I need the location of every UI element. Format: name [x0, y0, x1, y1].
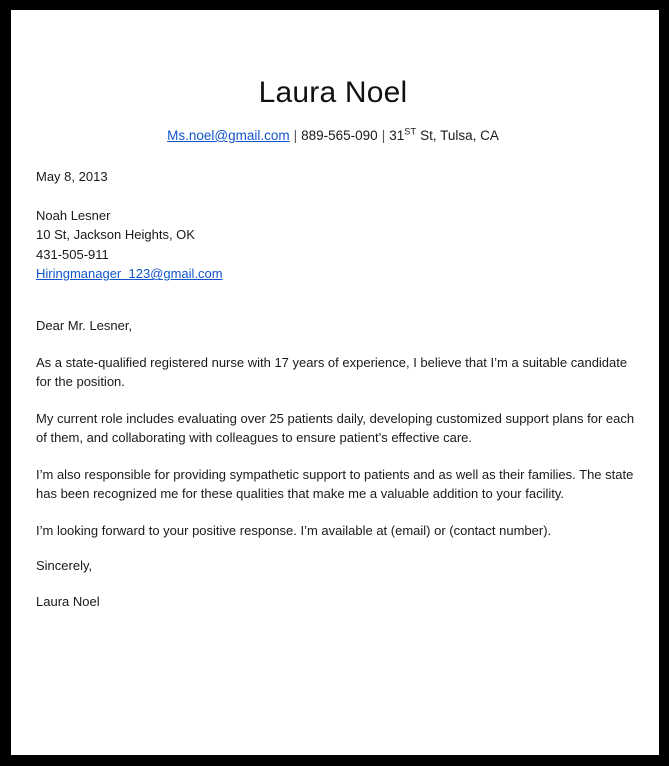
letter-paragraph: As a state-qualified registered nurse with 17 years of experience, I believe that I’m a suitable candidate for the position.	[36, 354, 628, 390]
letter-paragraph: My current role includes evaluating over 25 patients daily, developing customized support plans for each of them, and collaborating with colleagues to ensure patient’s effective care.	[36, 410, 635, 446]
sender-email-link[interactable]: Ms.noel@gmail.com	[167, 128, 290, 143]
recipient-email-link[interactable]: Hiringmanager 123@gmail.com	[36, 266, 223, 282]
recipient-address: 10 St, Jackson Heights, OK	[36, 227, 195, 243]
contact-separator-2: |	[381, 128, 386, 143]
address-street-number: 31	[389, 128, 405, 143]
salutation: Dear Mr. Lesner,	[36, 317, 133, 333]
closing-salutation: Sincerely,	[36, 558, 93, 574]
letterhead	[25, 10, 641, 146]
letter-paragraph: I’m looking forward to your positive response. I’m available at (email) or (contact number).	[36, 522, 552, 538]
letter-date: May 8, 2013	[36, 168, 108, 184]
letter-body	[25, 168, 641, 612]
recipient-phone: 431-505-911	[36, 246, 109, 262]
sender-address	[389, 128, 499, 143]
letter-paragraph: I’m also responsible for providing sympathetic support to patients and as well as their families. The state has been recognized me for these qualities that make me a valuable addition to your facility.	[36, 466, 634, 502]
recipient-name: Noah Lesner	[36, 207, 111, 223]
sender-phone: 889-565-090	[301, 128, 378, 143]
letter-page	[11, 10, 659, 755]
address-ordinal-suffix: ST	[404, 126, 417, 137]
contact-info-line	[25, 127, 641, 146]
contact-separator-1: |	[293, 128, 298, 143]
signature-name: Laura Noel	[36, 593, 100, 609]
recipient-address-block	[36, 206, 637, 284]
page-title: Laura Noel	[258, 76, 408, 109]
address-remainder: St, Tulsa, CA	[416, 128, 499, 143]
